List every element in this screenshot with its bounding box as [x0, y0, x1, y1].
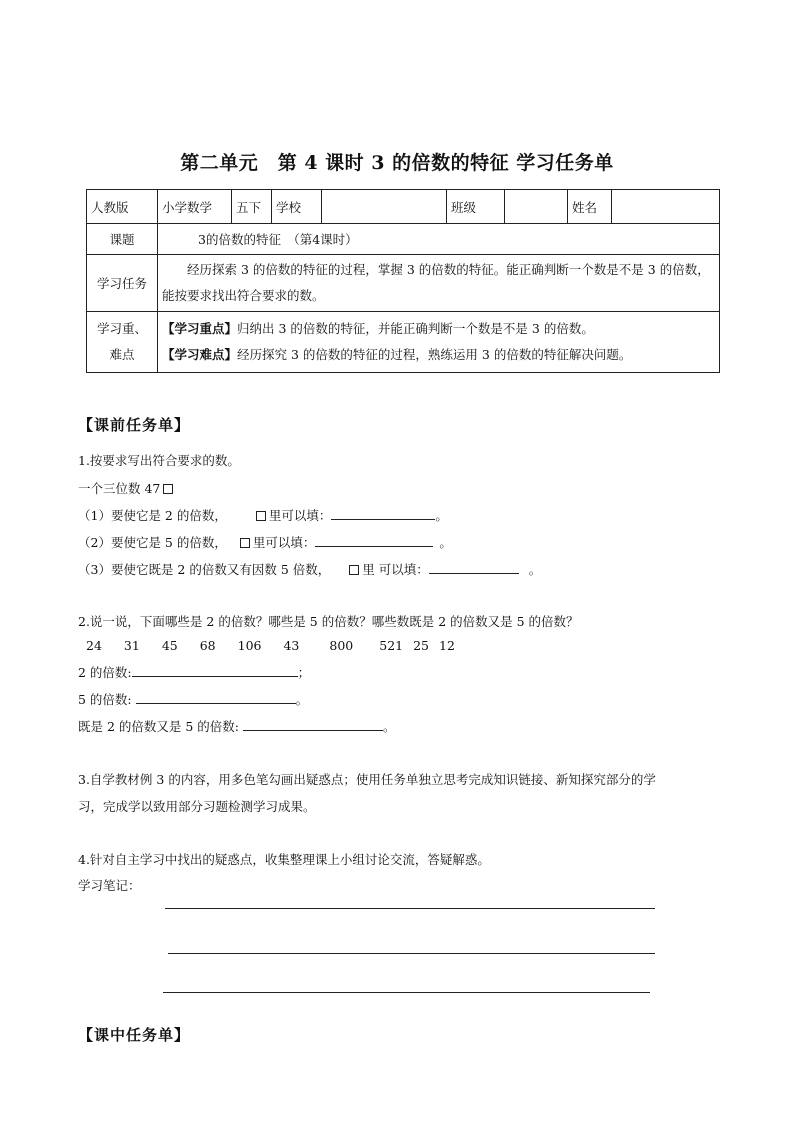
hard-point-row [162, 342, 715, 368]
q2-number: 43 [283, 638, 300, 653]
notes-label: 学习笔记： [78, 878, 141, 893]
q2-number: 45 [161, 638, 178, 653]
q2-a-answer[interactable] [132, 664, 298, 677]
q1-c-answer[interactable] [429, 561, 519, 574]
q1-a-tail: 里可以填： [268, 508, 332, 523]
q1-b-tail: 里可以填： [252, 535, 316, 550]
task-label: 学习任务 [87, 255, 158, 312]
school-field[interactable] [322, 190, 447, 224]
q2-number: 68 [199, 638, 216, 653]
q2-b-text: 5 的倍数: [78, 692, 132, 707]
topic-label: 课题 [87, 224, 158, 255]
q1-b-answer[interactable] [315, 534, 433, 547]
in-class-heading: 【课中任务单】 [78, 1026, 191, 1044]
hard-point-tag: 【学习难点】 [162, 347, 238, 362]
notes-line[interactable] [163, 992, 650, 993]
hard-point-text: 经历探究 3 的倍数的特征的过程，熟练运用 3 的倍数的特征解决问题。 [237, 347, 632, 362]
digit-box-icon [349, 565, 359, 575]
school-label: 学校 [272, 190, 322, 224]
digit-box-icon [240, 538, 250, 548]
q2-number: 31 [123, 638, 140, 653]
q1-c-period: 。 [528, 562, 542, 577]
key-point-row [162, 316, 715, 342]
q2-title: 2.说一说，下面哪些是 2 的倍数？哪些是 5 的倍数？哪些数既是 2 的倍数又是 5 的倍数？ [78, 614, 579, 629]
key-point-tag: 【学习重点】 [162, 321, 238, 336]
q3-line2: 习，完成学以致用部分习题检测学习成果。 [78, 799, 316, 814]
publisher-cell: 人教版 [87, 190, 158, 224]
q1-a-period: 。 [435, 508, 448, 523]
name-label: 姓名 [568, 190, 612, 224]
q1-number: 一个三位数 47 [78, 481, 161, 496]
task-value: 经历探索 3 的倍数的特征的过程，掌握 3 的倍数的特征。能正确判断一个数是不是 3 的倍数，能按要求找出符合要求的数。 [158, 255, 720, 312]
q2-number: 12 [439, 638, 455, 653]
q1-a-answer[interactable] [331, 507, 435, 520]
q2-number: 521 [379, 638, 404, 653]
q1-a-text: （1）要使它是 2 的倍数， [78, 508, 227, 523]
q2-b-end: 。 [295, 692, 309, 707]
q2-b-row [78, 690, 308, 708]
digit-box-icon [256, 511, 266, 521]
q1-c-row [78, 560, 541, 578]
q2-c-answer[interactable] [243, 718, 383, 731]
class-field[interactable] [505, 190, 568, 224]
subject-cell: 小学数学 [158, 190, 232, 224]
q4-title: 4.针对自主学习中找出的疑惑点，收集整理课上小组讨论交流，答疑解惑。 [78, 852, 490, 867]
q2-number: 800 [329, 638, 354, 653]
grade-cell: 五下 [232, 190, 272, 224]
q1-a-row [78, 506, 448, 524]
q1-c-tail: 里 可以填： [362, 562, 429, 577]
key-point-text: 归纳出 3 的倍数的特征，并能正确判断一个数是不是 3 的倍数。 [237, 321, 594, 336]
name-field[interactable] [612, 190, 720, 224]
class-label: 班级 [447, 190, 505, 224]
page-title: 第二单元 第 4 课时 3 的倍数的特征 学习任务单 [180, 152, 614, 174]
notes-line[interactable] [165, 908, 655, 909]
q1-b-period: 。 [439, 535, 452, 550]
topic-value: 3的倍数的特征 （第4课时） [158, 224, 720, 255]
q2-numbers [86, 638, 477, 653]
q1-b-text: （2）要使它是 5 的倍数， [78, 535, 227, 550]
keypoints-value [158, 312, 720, 373]
q1-c-text: （3）要使它既是 2 的倍数又有因数 5 倍数， [78, 562, 331, 577]
info-table [86, 189, 720, 373]
q2-number: 24 [86, 638, 102, 653]
q1-number-row [78, 479, 176, 497]
keypoints-label-line1: 学习重、 [96, 321, 147, 336]
q2-a-text: 2 的倍数: [78, 665, 132, 680]
q1-b-row [78, 533, 452, 551]
q1-title: 1.按要求写出符合要求的数。 [78, 453, 240, 468]
q2-a-end: ； [297, 665, 311, 680]
q2-number: 25 [413, 638, 430, 653]
q2-c-text: 既是 2 的倍数又是 5 的倍数: [78, 719, 240, 734]
q2-c-row [78, 717, 396, 735]
notes-line[interactable] [168, 953, 655, 954]
q2-b-answer[interactable] [136, 691, 296, 704]
keypoints-label [87, 312, 158, 373]
keypoints-label-line2: 难点 [109, 347, 135, 362]
q2-c-end: 。 [383, 719, 396, 734]
q2-number: 106 [237, 638, 262, 653]
q2-a-row [78, 663, 310, 681]
pre-class-heading: 【课前任务单】 [78, 416, 191, 434]
q3-line1: 3.自学教材例 3 的内容，用多色笔勾画出疑惑点；使用任务单独立思考完成知识链接、新知探究部分的学 [78, 772, 656, 787]
digit-box-icon [163, 484, 173, 494]
